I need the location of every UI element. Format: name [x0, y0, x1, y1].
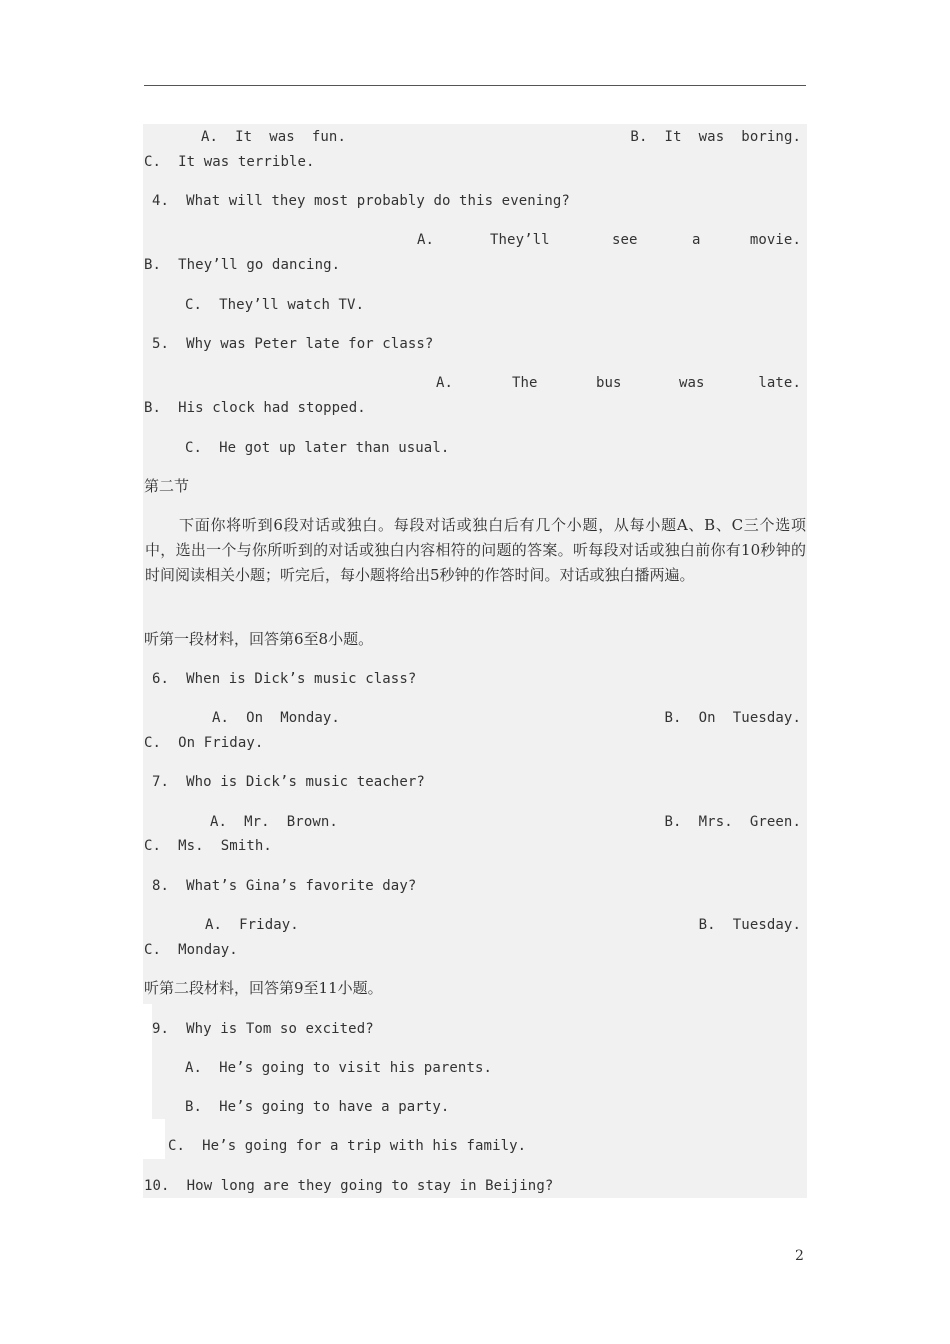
q7-option-b: B. Mrs. Green.: [664, 814, 801, 830]
section-heading: 第二节: [144, 477, 190, 495]
q8-option-a: A. Friday.: [205, 917, 299, 933]
q9-option-a: A. He’s going to visit his parents.: [185, 1060, 493, 1076]
q4-option-a-word: see: [612, 232, 638, 248]
q9-question: 9. Why is Tom so excited?: [152, 1021, 374, 1037]
q5-question: 5. Why was Peter late for class?: [152, 336, 434, 352]
q6-question: 6. When is Dick’s music class?: [152, 671, 417, 687]
q8-question: 8. What’s Gina’s favorite day?: [152, 878, 417, 894]
q4-option-a-word: a: [692, 232, 701, 248]
q6-option-b: B. On Tuesday.: [664, 710, 801, 726]
q5-option-c: C. He got up later than usual.: [185, 440, 450, 456]
q10-question: 10. How long are they going to stay in Beijing?: [144, 1178, 554, 1194]
q6-option-a: A. On Monday.: [212, 710, 340, 726]
q9-option-c: C. He’s going for a trip with his family.: [168, 1138, 527, 1154]
q5-option-a-word: late.: [758, 375, 801, 391]
q4-option-a-word: movie.: [749, 232, 801, 248]
q3-option-b: B. It was boring.: [630, 129, 801, 145]
header-rule: [144, 85, 806, 86]
exam-content: [143, 124, 807, 1198]
q5-option-a-word: The: [512, 375, 538, 391]
q4-option-a-word: They’ll: [490, 232, 550, 248]
q4-question: 4. What will they most probably do this evening?: [152, 193, 570, 209]
q9-option-b: B. He’s going to have a party.: [185, 1099, 450, 1115]
q6-option-c: C. On Friday.: [144, 735, 264, 751]
q8-option-c: C. Monday.: [144, 942, 238, 958]
q5-option-a-word: bus: [596, 375, 622, 391]
passage-2-intro: 听第二段材料，回答第9至11小题。: [144, 979, 383, 997]
q3-option-c: C. It was terrible.: [144, 154, 315, 170]
passage-1-intro: 听第一段材料，回答第6至8小题。: [144, 630, 374, 648]
section-instructions: 下面你将听到6段对话或独白。每段对话或独白后有几个小题，从每小题A、B、C三个选项中，选出一个与你所听到的对话或独白内容相符的问题的答案。听每段对话或独白前你有10秒钟的时间阅读相关小题；听完后，每小题将给出5秒钟的作答时间。对话或独白播两遍。: [145, 516, 806, 584]
q4-option-a-letter: A.: [417, 232, 435, 248]
q3-option-a: A. It was fun.: [201, 129, 346, 145]
q4-option-b: B. They’ll go dancing.: [144, 257, 341, 273]
q7-question: 7. Who is Dick’s music teacher?: [152, 774, 425, 790]
left-margin-notch: [143, 1119, 165, 1159]
q4-option-c: C. They’ll watch TV.: [185, 297, 365, 313]
q5-option-b: B. His clock had stopped.: [144, 400, 366, 416]
q5-option-a-letter: A.: [436, 375, 454, 391]
q7-option-c: C. Ms. Smith.: [144, 838, 272, 854]
q7-option-a: A. Mr. Brown.: [210, 814, 338, 830]
page-number: 2: [795, 1248, 804, 1264]
q5-option-a-word: was: [679, 375, 705, 391]
left-margin-notch: [143, 1004, 152, 1119]
q8-option-b: B. Tuesday.: [698, 917, 801, 933]
